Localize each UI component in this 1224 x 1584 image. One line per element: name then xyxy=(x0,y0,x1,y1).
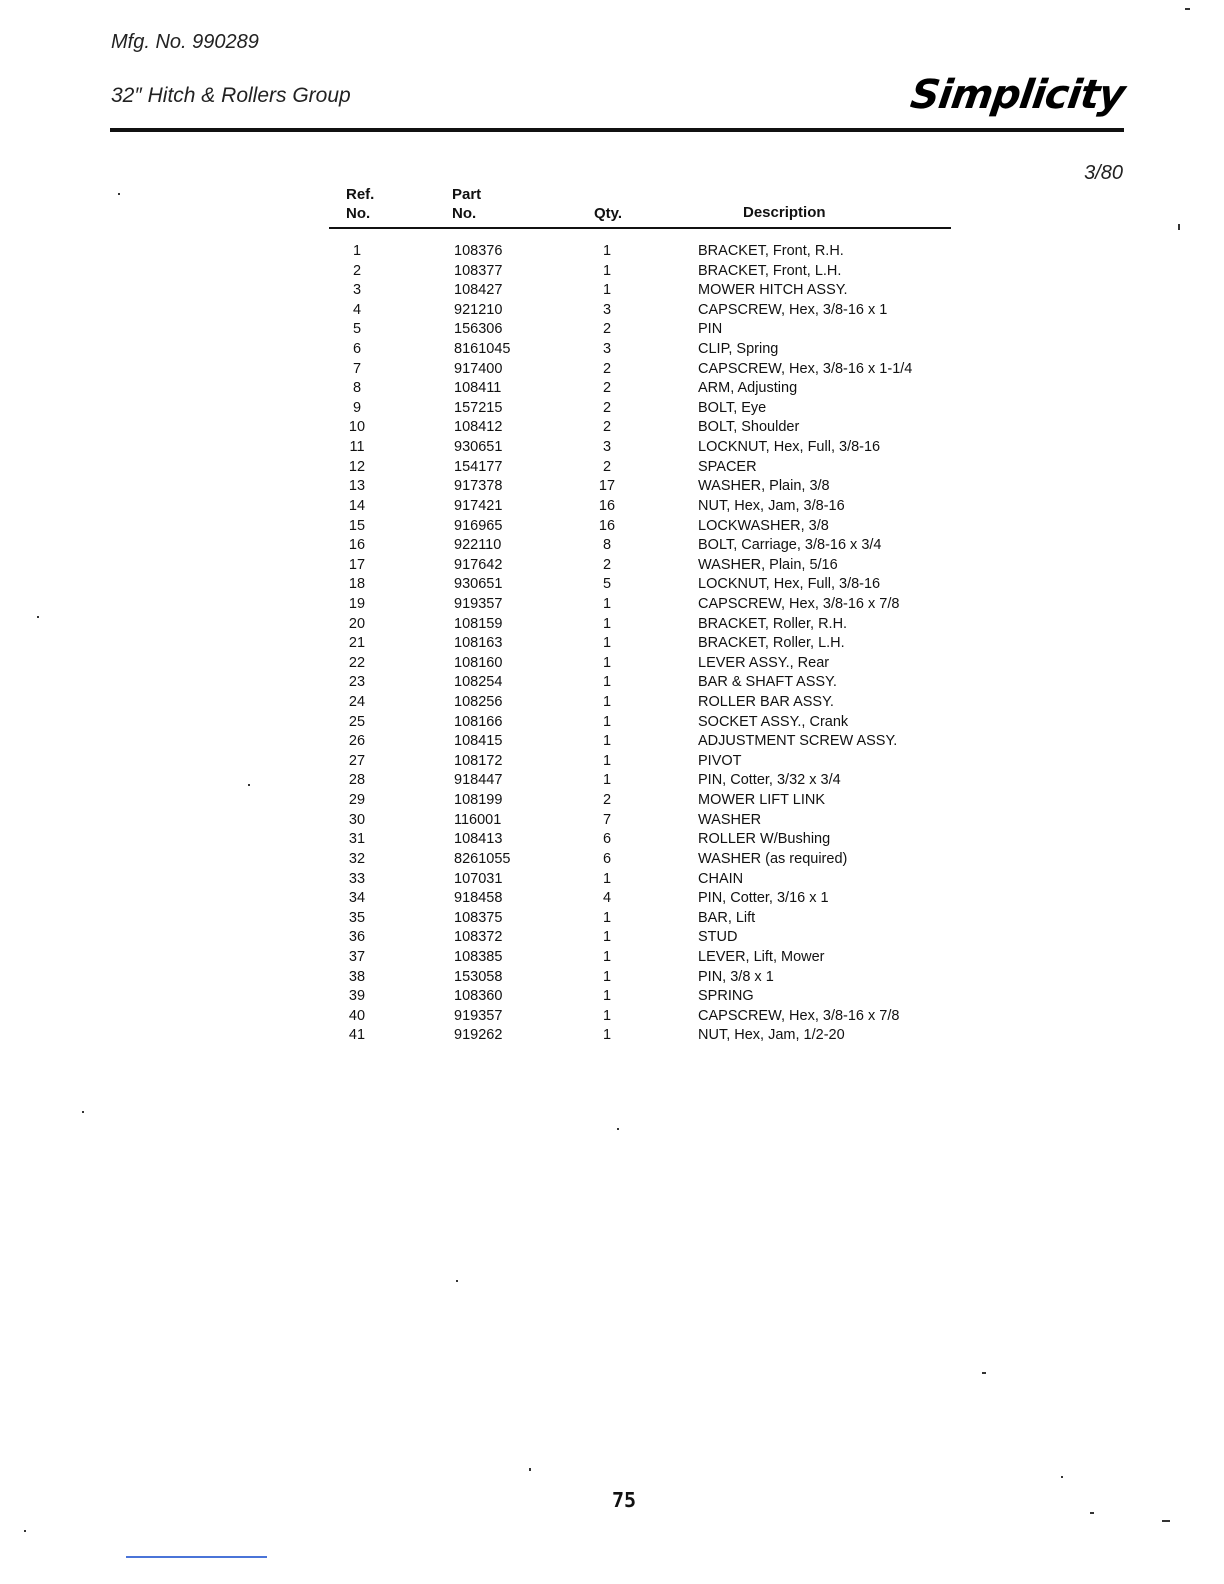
ref-number-cell: 26 xyxy=(348,733,366,750)
description-cell: LEVER ASSY., Rear xyxy=(698,654,830,671)
part-number-cell: 108411 xyxy=(454,380,502,397)
part-number-cell: 108159 xyxy=(454,615,503,632)
part-number-cell: 919357 xyxy=(454,1007,503,1024)
description-cell: BRACKET, Front, L.H. xyxy=(698,262,842,279)
ref-number-cell: 7 xyxy=(352,360,362,377)
description-cell: PIN, Cotter, 3/16 x 1 xyxy=(698,890,829,907)
table-row xyxy=(0,752,1224,772)
ref-number-cell: 14 xyxy=(348,497,366,514)
ref-number-cell: 2 xyxy=(352,262,362,279)
mfg-number: Mfg. No. 990289 xyxy=(111,31,259,53)
ref-number-cell: 38 xyxy=(348,968,366,985)
part-number-cell: 108375 xyxy=(454,909,503,926)
ref-number-cell: 20 xyxy=(348,615,366,632)
table-row xyxy=(0,987,1224,1007)
quantity-cell: 7 xyxy=(602,811,612,828)
part-number-cell: 8261055 xyxy=(454,850,511,867)
description-cell: WASHER, Plain, 3/8 xyxy=(698,478,830,495)
column-header-ref-line2: No. xyxy=(346,205,371,222)
part-number-cell: 918447 xyxy=(454,772,503,789)
description-cell: WASHER (as required) xyxy=(698,850,848,867)
quantity-cell: 1 xyxy=(602,909,612,926)
part-number-cell: 930651 xyxy=(454,576,503,593)
quantity-cell: 3 xyxy=(602,301,612,318)
table-row xyxy=(0,536,1224,556)
ref-number-cell: 4 xyxy=(352,301,362,318)
scan-speck xyxy=(529,1468,531,1471)
part-number-cell: 917378 xyxy=(454,478,503,495)
description-cell: WASHER xyxy=(698,811,762,828)
description-cell: CHAIN xyxy=(698,870,744,887)
table-row xyxy=(0,673,1224,693)
description-cell: BOLT, Eye xyxy=(698,399,767,416)
table-row xyxy=(0,1007,1224,1027)
quantity-cell: 6 xyxy=(602,831,612,848)
table-row xyxy=(0,615,1224,635)
description-cell: CLIP, Spring xyxy=(698,341,779,358)
part-number-cell: 108427 xyxy=(454,282,503,299)
quantity-cell: 16 xyxy=(598,497,616,514)
ref-number-cell: 25 xyxy=(348,713,366,730)
table-row xyxy=(0,379,1224,399)
ref-number-cell: 1 xyxy=(352,243,362,259)
column-header-part-line2: No. xyxy=(452,205,477,222)
table-row xyxy=(0,928,1224,948)
ref-number-cell: 40 xyxy=(348,1007,366,1024)
ref-number-cell: 31 xyxy=(348,831,366,848)
ref-number-cell: 5 xyxy=(352,321,362,338)
description-cell: ROLLER BAR ASSY. xyxy=(698,694,834,711)
description-cell: PIN, Cotter, 3/32 x 3/4 xyxy=(698,772,841,789)
description-cell: BOLT, Shoulder xyxy=(698,419,800,436)
description-cell: SPRING xyxy=(698,988,754,1005)
part-number-cell: 108256 xyxy=(454,694,503,711)
table-row xyxy=(0,830,1224,850)
scan-speck xyxy=(1185,8,1190,10)
ref-number-cell: 8 xyxy=(352,380,362,397)
table-row xyxy=(0,399,1224,419)
ref-number-cell: 30 xyxy=(348,811,366,828)
table-row xyxy=(0,262,1224,282)
quantity-cell: 1 xyxy=(602,988,612,1005)
column-header-qty: Qty. xyxy=(594,205,623,222)
ref-number-cell: 27 xyxy=(348,752,366,769)
quantity-cell: 6 xyxy=(602,850,612,867)
ref-number-cell: 24 xyxy=(348,694,366,711)
quantity-cell: 2 xyxy=(602,380,612,397)
scan-underline xyxy=(126,1556,267,1558)
part-number-cell: 108172 xyxy=(454,752,503,769)
part-number-cell: 108385 xyxy=(454,948,503,965)
table-row xyxy=(0,517,1224,537)
part-number-cell: 108199 xyxy=(454,792,503,809)
description-cell: WASHER, Plain, 5/16 xyxy=(698,556,838,573)
part-number-cell: 108254 xyxy=(454,674,503,691)
part-number-cell: 919357 xyxy=(454,595,503,612)
table-row xyxy=(0,320,1224,340)
table-row xyxy=(0,909,1224,929)
quantity-cell: 1 xyxy=(602,968,612,985)
table-body xyxy=(0,242,1224,1046)
ref-number-cell: 28 xyxy=(348,772,366,789)
ref-number-cell: 29 xyxy=(348,792,366,809)
table-row xyxy=(0,242,1224,262)
table-row xyxy=(0,418,1224,438)
description-cell: ROLLER W/Bushing xyxy=(698,831,831,848)
table-row xyxy=(0,360,1224,380)
ref-number-cell: 32 xyxy=(348,850,366,867)
column-header-ref xyxy=(346,185,374,223)
description-cell: BRACKET, Roller, R.H. xyxy=(698,615,848,632)
quantity-cell: 2 xyxy=(602,321,612,338)
ref-number-cell: 33 xyxy=(348,870,366,887)
quantity-cell: 3 xyxy=(602,341,612,358)
part-number-cell: 154177 xyxy=(454,458,503,475)
scan-speck xyxy=(82,1111,84,1113)
quantity-cell: 1 xyxy=(602,674,612,691)
revision-date: 3/80 xyxy=(1084,162,1123,184)
scan-speck xyxy=(118,193,120,195)
description-cell: CAPSCREW, Hex, 3/8-16 x 7/8 xyxy=(698,595,900,612)
table-row xyxy=(0,791,1224,811)
ref-number-cell: 22 xyxy=(348,654,366,671)
quantity-cell: 2 xyxy=(602,419,612,436)
description-cell: LOCKNUT, Hex, Full, 3/8-16 xyxy=(698,576,881,593)
table-row xyxy=(0,575,1224,595)
table-row xyxy=(0,771,1224,791)
ref-number-cell: 9 xyxy=(352,399,362,416)
ref-number-cell: 13 xyxy=(348,478,366,495)
table-row xyxy=(0,732,1224,752)
scan-speck xyxy=(1178,224,1180,230)
part-number-cell: 917642 xyxy=(454,556,503,573)
ref-number-cell: 19 xyxy=(348,595,366,612)
table-row xyxy=(0,850,1224,870)
quantity-cell: 1 xyxy=(602,733,612,750)
part-number-cell: 108377 xyxy=(454,262,503,279)
part-number-cell: 917400 xyxy=(454,360,503,377)
description-cell: MOWER HITCH ASSY. xyxy=(698,282,848,299)
table-row xyxy=(0,811,1224,831)
description-cell: LOCKNUT, Hex, Full, 3/8-16 xyxy=(698,439,881,456)
quantity-cell: 1 xyxy=(602,752,612,769)
description-cell: LOCKWASHER, 3/8 xyxy=(698,517,829,534)
table-row xyxy=(0,477,1224,497)
quantity-cell: 1 xyxy=(602,1007,612,1024)
quantity-cell: 1 xyxy=(602,262,612,279)
scan-speck xyxy=(248,784,250,786)
part-number-cell: 108166 xyxy=(454,713,503,730)
description-cell: NUT, Hex, Jam, 1/2-20 xyxy=(698,1027,845,1044)
table-row xyxy=(0,889,1224,909)
description-cell: MOWER LIFT LINK xyxy=(698,792,826,809)
part-number-cell: 917421 xyxy=(454,497,503,514)
quantity-cell: 1 xyxy=(602,1027,612,1044)
ref-number-cell: 18 xyxy=(348,576,366,593)
scan-speck xyxy=(617,1128,619,1130)
quantity-cell: 2 xyxy=(602,399,612,416)
description-cell: CAPSCREW, Hex, 3/8-16 x 1-1/4 xyxy=(698,360,913,377)
part-number-cell: 108163 xyxy=(454,635,503,652)
ref-number-cell: 12 xyxy=(348,458,366,475)
ref-number-cell: 10 xyxy=(348,419,366,436)
part-number-cell: 919262 xyxy=(454,1027,503,1044)
description-cell: LEVER, Lift, Mower xyxy=(698,948,825,965)
part-number-cell: 916965 xyxy=(454,517,503,534)
scan-speck xyxy=(1061,1476,1063,1478)
quantity-cell: 1 xyxy=(602,615,612,632)
description-cell: STUD xyxy=(698,929,738,946)
quantity-cell: 2 xyxy=(602,360,612,377)
quantity-cell: 1 xyxy=(602,654,612,671)
quantity-cell: 1 xyxy=(602,595,612,612)
quantity-cell: 8 xyxy=(602,537,612,554)
brand-logo: Simplicity xyxy=(907,72,1128,118)
ref-number-cell: 41 xyxy=(348,1027,366,1044)
description-cell: PIN xyxy=(698,321,723,338)
quantity-cell: 1 xyxy=(602,635,612,652)
part-number-cell: 108376 xyxy=(454,243,503,259)
header-divider xyxy=(110,128,1124,132)
table-row xyxy=(0,870,1224,890)
description-cell: NUT, Hex, Jam, 3/8-16 xyxy=(698,497,845,514)
ref-number-cell: 3 xyxy=(352,282,362,299)
ref-number-cell: 11 xyxy=(349,439,365,456)
quantity-cell: 5 xyxy=(602,576,612,593)
part-number-cell: 108360 xyxy=(454,988,503,1005)
ref-number-cell: 17 xyxy=(348,556,366,573)
description-cell: ARM, Adjusting xyxy=(698,380,798,397)
ref-number-cell: 39 xyxy=(348,988,366,1005)
ref-number-cell: 35 xyxy=(348,909,366,926)
scan-speck xyxy=(982,1372,986,1374)
quantity-cell: 16 xyxy=(598,517,616,534)
ref-number-cell: 37 xyxy=(348,948,366,965)
quantity-cell: 1 xyxy=(602,870,612,887)
table-row xyxy=(0,1026,1224,1046)
ref-number-cell: 36 xyxy=(348,929,366,946)
table-row xyxy=(0,458,1224,478)
description-cell: PIN, 3/8 x 1 xyxy=(698,968,774,985)
description-cell: SPACER xyxy=(698,458,757,475)
quantity-cell: 2 xyxy=(602,458,612,475)
table-row xyxy=(0,301,1224,321)
part-number-cell: 108372 xyxy=(454,929,503,946)
description-cell: BAR & SHAFT ASSY. xyxy=(698,674,837,691)
table-row xyxy=(0,497,1224,517)
table-row xyxy=(0,281,1224,301)
part-number-cell: 918458 xyxy=(454,890,503,907)
part-number-cell: 108160 xyxy=(454,654,503,671)
table-row xyxy=(0,438,1224,458)
ref-number-cell: 6 xyxy=(352,341,362,358)
description-cell: CAPSCREW, Hex, 3/8-16 x 7/8 xyxy=(698,1007,900,1024)
ref-number-cell: 21 xyxy=(348,635,366,652)
table-row xyxy=(0,595,1224,615)
column-header-part-line1: Part xyxy=(452,186,482,203)
description-cell: BRACKET, Roller, L.H. xyxy=(698,635,845,652)
table-row xyxy=(0,556,1224,576)
quantity-cell: 1 xyxy=(602,694,612,711)
column-header-part xyxy=(452,185,481,223)
table-row xyxy=(0,654,1224,674)
quantity-cell: 3 xyxy=(602,439,612,456)
quantity-cell: 1 xyxy=(602,948,612,965)
part-number-cell: 108412 xyxy=(454,419,503,436)
table-header-rule xyxy=(329,227,951,229)
description-cell: PIVOT xyxy=(698,752,742,769)
group-title: 32″ Hitch & Rollers Group xyxy=(111,84,351,107)
part-number-cell: 156306 xyxy=(454,321,503,338)
description-cell: CAPSCREW, Hex, 3/8-16 x 1 xyxy=(698,301,888,318)
part-number-cell: 107031 xyxy=(454,870,503,887)
scan-speck xyxy=(37,616,39,618)
scan-speck xyxy=(24,1530,26,1532)
part-number-cell: 116001 xyxy=(454,811,502,828)
quantity-cell: 1 xyxy=(602,772,612,789)
part-number-cell: 8161045 xyxy=(454,341,511,358)
quantity-cell: 1 xyxy=(602,243,612,259)
page-number: 75 xyxy=(611,1488,637,1512)
quantity-cell: 17 xyxy=(598,478,616,495)
scan-speck xyxy=(1162,1520,1170,1522)
table-row xyxy=(0,634,1224,654)
table-row xyxy=(0,948,1224,968)
quantity-cell: 1 xyxy=(602,929,612,946)
part-number-cell: 930651 xyxy=(454,439,503,456)
scan-speck xyxy=(1090,1512,1094,1514)
description-cell: BRACKET, Front, R.H. xyxy=(698,243,844,259)
description-cell: BOLT, Carriage, 3/8-16 x 3/4 xyxy=(698,537,882,554)
table-row xyxy=(0,693,1224,713)
table-row xyxy=(0,713,1224,733)
quantity-cell: 1 xyxy=(602,282,612,299)
part-number-cell: 157215 xyxy=(454,399,503,416)
ref-number-cell: 16 xyxy=(348,537,366,554)
column-header-ref-line1: Ref. xyxy=(346,186,375,203)
part-number-cell: 108413 xyxy=(454,831,503,848)
description-cell: SOCKET ASSY., Crank xyxy=(698,713,849,730)
scan-speck xyxy=(456,1280,458,1282)
quantity-cell: 2 xyxy=(602,792,612,809)
part-number-cell: 921210 xyxy=(454,301,503,318)
quantity-cell: 4 xyxy=(602,890,612,907)
ref-number-cell: 34 xyxy=(348,890,366,907)
quantity-cell: 2 xyxy=(602,556,612,573)
description-cell: ADJUSTMENT SCREW ASSY. xyxy=(698,733,898,750)
quantity-cell: 1 xyxy=(602,713,612,730)
ref-number-cell: 23 xyxy=(348,674,366,691)
ref-number-cell: 15 xyxy=(348,517,366,534)
part-number-cell: 108415 xyxy=(454,733,503,750)
description-cell: BAR, Lift xyxy=(698,909,756,926)
table-row xyxy=(0,968,1224,988)
part-number-cell: 922110 xyxy=(454,537,502,554)
part-number-cell: 153058 xyxy=(454,968,503,985)
table-row xyxy=(0,340,1224,360)
column-header-description: Description xyxy=(743,204,826,221)
